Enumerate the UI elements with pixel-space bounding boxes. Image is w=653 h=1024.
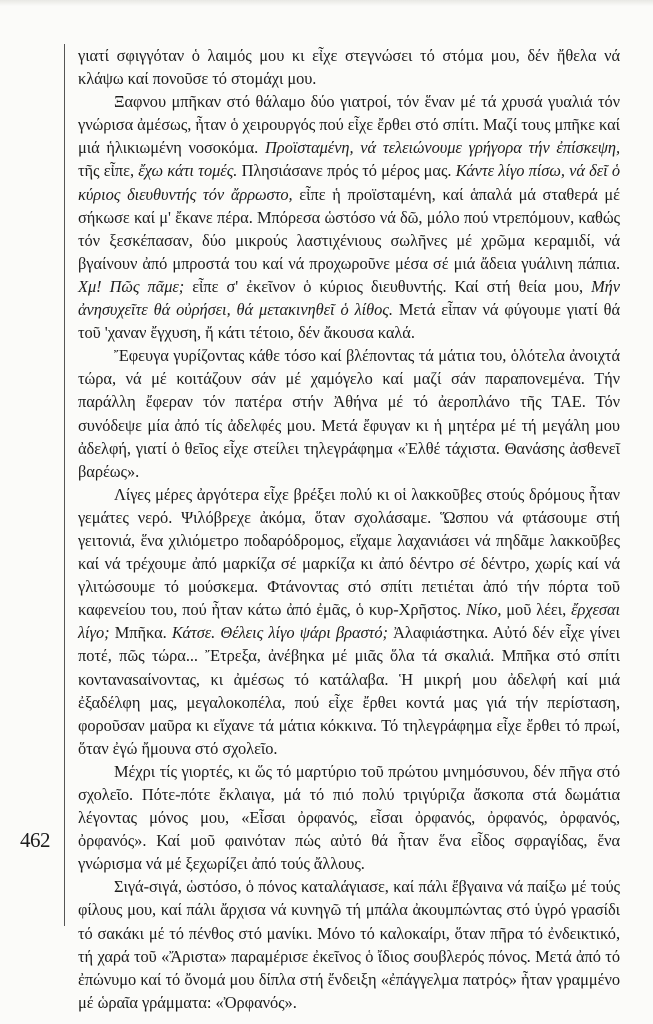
page-top-edge: [0, 0, 653, 6]
italic-speech-segment: ἔρχεσαι λίγο;: [78, 600, 620, 643]
paragraph: [78, 44, 620, 90]
text-segment: εἶπε ἡ προϊσταμένη, καί ἁπαλά μά σταθερά μέ σήκωσε καί μ' ἔκανε πέρα. Μπόρεσα ὡστόσο νά δῶ, μόλο πού ντρεπόμουν, καθώς τόν ξεσκέπασαν, δύο μικρούς λαστιχένιους σωλῆνες μέ χρῶμα κεραμιδί, νά βγαίνουν ἀπό μπροστά του καί νά προχωροῦνε μέσα σέ μιά ἄδεια γυάλινη πάπια.: [78, 184, 621, 273]
margin-rule: [64, 44, 65, 926]
italic-speech-segment: Χμ! Πῶς πᾶμε;: [78, 276, 185, 296]
text-segment: Μπῆκα.: [109, 623, 172, 643]
italic-speech-segment: ἔχω κάτι τομές.: [138, 161, 238, 181]
paragraph: [78, 760, 620, 875]
italic-speech-segment: Κάτσε. Θέλεις λίγο ψάρι βραστό;: [171, 623, 388, 643]
paragraph: [78, 875, 620, 1014]
italic-speech-segment: Νίκο,: [465, 600, 502, 620]
italic-speech-segment: Μήν ἀνησυχεῖτε θά οὐρήσει, θά μετακινηθεῖ ὁ λίθος.: [78, 276, 620, 320]
text-column: [78, 44, 620, 1014]
text-segment: Σιγά-σιγά, ὡστόσο, ὁ πόνος καταλάγιασε, καί πάλι ἔβγαινα νά παίξω μέ τούς φίλους μου, καί πάλι ἄρχισα νά κυνηγῶ τή μπάλα ἀκουμπώντας στό ὑγρό γρασίδι τό σακάκι μέ τό πένθος στό μανίκι. Μόνο τό καλοκαίρι, ὅταν πῆρα τό ἐνδεικτικό, τή χαρά τοῦ «Ἄριστα» παραμέρισε ἐκεῖνος ὁ ἴδιος σουβλερός πόνος. Μετά ἀπό τό ἐπώνυμο καί τό ὄνομά μου δίπλα στή ἔνδειξη «ἐπάγγελμα πατρός» ἦταν γραμμένο μέ ὡραῖα γράμματα: «Ὀρφανός».: [78, 877, 620, 1012]
text-segment: Μέχρι τίς γιορτές, κι ὥς τό μαρτύριο τοῦ πρώτου μνημόσυνου, δέν πῆγα στό σχολεῖο. Πότε-πότε ἔκλαιγα, μά τό πιό πολύ τριγύριζα ἄσκοπα στά δωμάτια λέγοντας μόνος μου, «Εἶσαι ὀρφανός, εἶσαι ὀρφανός, ὀρφανός, ὀρφανός, ὀρφανός». Καί μοῦ φαινόταν πώς αὐτό θά ἦταν ἕνα εἶδος σφραγίδας, ἕνα γνώρισμα νά μέ ξεχωρίζει ἀπό τούς ἄλλους.: [78, 761, 620, 874]
text-segment: μοῦ λέει,: [501, 600, 572, 620]
text-segment: Ἀλαφιάστηκα. Αὐτό δέν εἶχε γίνει ποτέ, πῶς τώρα... Ἔτρεξα, ἀνέβηκα μέ μιᾶς ὅλα τά σκαλιά. Μπῆκα στό σπίτι κονταναsαίνοντας, κι ἀμέσως τό κατάλαβα. Ἡ μικρή μου ἀδελφή καί μιά ἐξαδέλφη μας, μεγαλοκοπέλα, πού εἶχε ἔρθει κοντά μας γιά τήν περίσταση, φοροῦσαν μαῦρα κι εἴχανε τά μάτια κόκκινα. Τό τηλεγράφημα εἶχε ἔρθει τό πρωί, ὅταν ἐγώ ἤμουνα στό σχολεῖο.: [78, 623, 620, 758]
text-segment: γιατί σφιγγόταν ὁ λαιμός μου κι εἶχε στεγνώσει τό στόμα μου, δέν ἤθελα νά κλάψω καί πονοῦσε τό στομάχι μου.: [78, 46, 620, 89]
italic-speech-segment: Προϊσταμένη, νά τελειώνουμε γρήγορα τήν ἐπίσκεψη,: [264, 138, 621, 158]
paragraph: [78, 90, 620, 344]
page-number: 462: [20, 828, 50, 852]
paragraph: [78, 344, 620, 483]
text-segment: Πλησιάσανε πρός τό μέρος μας.: [237, 161, 456, 181]
text-segment: Ἔφευγα γυρίζοντας κάθε τόσο καί βλέποντας τά μάτια του, ὁλότελα ἀνοιχτά τώρα, νά μέ κοιτάζουν σάν μέ χαμόγελο καί μαζί σάν παραπονεμένα. Τήν παράλλη ἔφεραν τόν πατέρα στήν Ἀθήνα μέ τό ἀεροπλάνο τῆς ΤΑΕ. Τόν συνόδεψε μία ἀπό τίς ἀδελφές μου. Μετά ἔφυγαν κι ἡ μητέρα μέ τή μεγάλη μου ἀδελφή, γιατί ὁ θεῖος εἶχε στείλει τηλεγράφημα «Ἐλθέ τάχιστα. Θανάσης ἀσθενεῖ βαρέως».: [78, 346, 620, 481]
text-segment: Ξαφνου μπῆκαν στό θάλαμο δύο γιατροί, τόν ἕναν μέ τά χρυσά γυαλιά τόν γνώρισα ἀμέσως, ἦταν ὁ χειρουργός πού εἶχε ἔρθει στό σπίτι. Μαζί τους μπῆκε καί μιά ἡλικιωμένη νοσοκόμα.: [78, 92, 620, 158]
text-segment: Μετά εἶπαν νά φύγουμε γιατί θά τοῦ 'χαναν ἔγχυση, ἤ κάτι τέτοιο, δέν ἄκουσα καλά.: [78, 300, 620, 343]
paragraph: [78, 483, 620, 760]
text-segment: τῆς εἶπε,: [78, 161, 139, 181]
italic-speech-segment: Κάντε λίγο πίσω, νά δεῖ ὁ κύριος διευθυντής τόν ἄρρωστο,: [78, 161, 620, 204]
text-segment: εἶπε σ' ἐκεῖνον ὁ κύριος διευθυντής. Καί στή θεία μου,: [184, 276, 592, 296]
text-segment: Λίγες μέρες ἀργότερα εἶχε βρέξει πολύ κι οἱ λακκοῦβες στούς δρόμους ἦταν γεμάτες νερό. Ψιλόβρεχε ἀκόμα, ὅταν σχολάσαμε. Ὥσπου νά φτάσουμε στή γειτονιά, ἕνα χιλιόμετρο ποδαρόδρομος, εἴχαμε λαχανιάσει νά πηδᾶμε λακκοῦβες καί νά τρέχουμε ἀπό μαρκίζα σέ μαρκίζα κι ἀπό δέντρο σέ δέντρο, χωρίς καί νά γλιτώσουμε τό μούσκεμα. Φτάνοντας στό σπίτι πετιέται ἀπό τήν πόρτα τοῦ καφενείου του, πού ἦταν κάτω ἀπό ἐμᾶς, ὁ κυρ-Χρῆστος.: [78, 484, 620, 620]
